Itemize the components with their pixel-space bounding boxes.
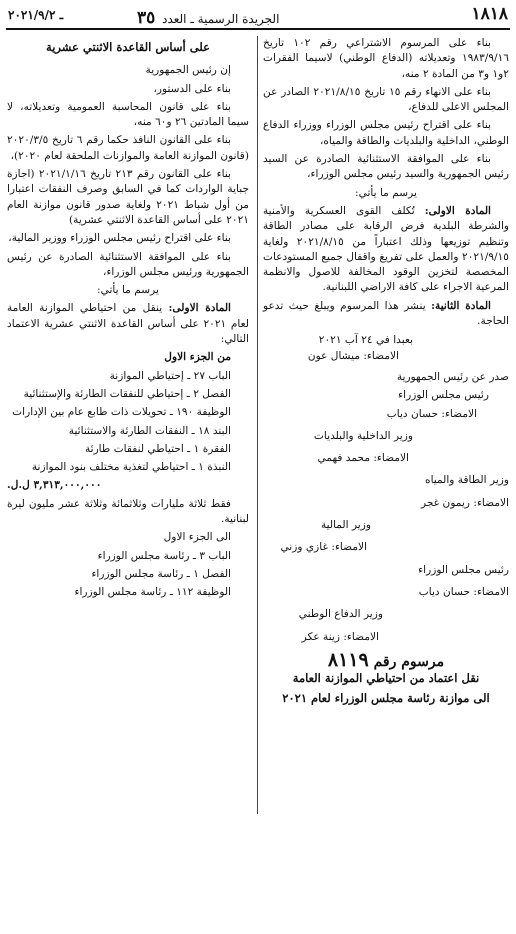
left-article-1-label: المادة الاولى: [168, 302, 231, 315]
pm-title: رئيس مجلس الوزراء [398, 389, 489, 402]
decree-number: ٨١١٩ [327, 648, 369, 671]
defense-signature: الامضاء: زينة عكر [301, 630, 379, 643]
left-decrees-line: يرسم ما يأتي: [97, 284, 159, 297]
preamble-4: بناء على الموافقة الاستثنائية الصادرة عن السيد رئيس الجمهورية والسيد رئيس مجلس الوزراء، [263, 153, 509, 181]
left-preamble-6: بناء على الموافقة الاستثنائية الصادرة عن رئيس الجمهورية ورئيس مجلس الوزراء، [7, 250, 249, 278]
gazette-title [134, 8, 279, 28]
gazette-name: الجريدة الرسمية ـ العدد [162, 12, 280, 26]
article-2 [263, 299, 509, 330]
left-preamble-5: بناء على اقتراح رئيس مجلس الوزراء ووزير المالية، [8, 232, 231, 245]
page-header [6, 6, 510, 30]
article-2-label: المادة الثانية: [431, 299, 491, 312]
from-part: من الجزء الاول [164, 351, 231, 364]
from-item: البند ١٨ ـ النفقات الطارئة والاستثنائية [68, 424, 231, 437]
from-paragraph: الفقرة ١ ـ احتياطي لنفقات طارئة [84, 442, 231, 455]
decree-subject-1: نقل اعتماد من احتياطي الموازنة العامة [292, 671, 480, 686]
right-column [263, 36, 509, 928]
defense-title: وزير الدفاع الوطني [298, 608, 383, 621]
issue-date: ـ ٢٠٢١/٩/٢ [8, 8, 64, 22]
from-section: الفصل ٢ ـ إحتياطي للنفقات الطارئة والإستثنائية [23, 387, 231, 400]
section-heading: على أساس القاعدة الاثنتي عشرية [46, 40, 210, 54]
left-preamble-4: بناء على القانون رقم ٢١٣ تاريخ ٢٠٢١/١/١٦ (اجازة جباية الواردات كما في السابق وصرف النفقات اعتبارا من أول شباط ٢٠٢١ ولغاية صدور قانون موازنة العام ٢٠٢١ على أساس القاعدة الاثنتي عشرية) [7, 168, 249, 226]
column-divider [257, 36, 258, 814]
interior-signature: الامضاء: محمد فهمي [317, 452, 409, 465]
pm-signature: الامضاء: حسان دياب [386, 407, 477, 420]
preamble-3: بناء على اقتراح رئيس مجلس الوزراء ووزراء الدفاع الوطني، الداخلية والبلديات والطاقة والمياه، [263, 119, 509, 147]
to-function: الوظيفة ١١٢ ـ رئاسة مجلس الوزراء [74, 586, 231, 599]
finance-signature: الامضاء: غازي وزني [280, 541, 367, 554]
finance-title: وزير المالية [320, 519, 371, 532]
from-subitem: النبذة ١ ـ احتياطي لتغذية مختلف بنود الموازنة [31, 461, 231, 474]
article-1-label: المادة الاولى: [424, 204, 491, 217]
issue-number: ٣٥ [137, 8, 156, 28]
president-signature: الامضاء: ميشال عون [307, 349, 399, 362]
to-part: الى الجزء الاول [163, 531, 231, 544]
decrees-line: يرسم ما يأتي: [355, 186, 417, 199]
preamble-1: بناء على المرسوم الاشتراعي رقم ١٠٢ تاريخ ١٩٨٣/٩/١٦ وتعديلاته (الدفاع الوطني) لاسيما الفقرات ٢و١ و٣ من المادة ٢ منه، [263, 37, 509, 80]
left-preamble-1: بناء على الدستور، [153, 82, 231, 95]
article-2-text: ينشر هذا المرسوم ويبلغ حيث تدعو الحاجة. [263, 299, 509, 328]
signatures-block [263, 333, 509, 644]
decree-label: مرسوم رقم [373, 653, 445, 670]
decree-subject-2: الى موازنة رئاسة مجلس الوزراء لعام ٢٠٢١ [282, 691, 490, 706]
amount-in-words: فقط ثلاثة مليارات وثلاثمائة وثلاثة عشر مليون ليرة لبنانية. [7, 497, 249, 526]
pm2-signature: الامضاء: حسان دياب [418, 585, 509, 598]
energy-signature: الامضاء: ريمون غجر [420, 496, 509, 509]
article-1 [263, 204, 509, 296]
left-article-1-text: ينقل من احتياطي الموازنة العامة لعام ٢٠٢١ على أساس القاعدة الاثنتي عشرية الاعتماد التالي: [7, 302, 249, 346]
issued-by: صدر عن رئيس الجمهورية [396, 370, 509, 383]
left-column [7, 36, 249, 928]
article-1-text: تُكلف القوى العسكرية والأمنية والشرطة البلدية فرض الرقابة على مصادر الطاقة وتنظيم توزيعها وذلك اعتباراً من ٢٠٢١/٨/١٥ ولغاية ٢٠٢١/٩/١٥ والعمل على تفريغ واقفال جميع المستودعات المخصصة لتخزين الوقود المخالفة للاصول والانظمة المرعية الاجراء على كافة الاراضي اللبنانية. [263, 204, 509, 294]
from-chapter: الباب ٢٧ ـ إحتياطي الموازنة [109, 369, 231, 382]
interior-title: وزير الداخلية والبلديات [313, 429, 413, 442]
decree-heading [263, 648, 509, 671]
transfer-amount: ٣,٣١٣,٠٠٠,٠٠٠ ل.ل. [7, 479, 102, 492]
from-function: الوظيفة ١٩٠ ـ تحويلات ذات طابع عام بين الإدارات [12, 406, 231, 419]
pm2-title: رئيس مجلس الوزراء [418, 563, 509, 576]
preamble-2: بناء على الانهاء رقم ١٥ تاريخ ٢٠٢١/٨/١٥ الصادر عن المجلس الاعلى للدفاع، [263, 85, 509, 114]
left-article-1 [7, 301, 249, 347]
president-line: إن رئيس الجمهورية [145, 64, 231, 77]
left-preamble-2: بناء على قانون المحاسبة العمومية وتعديلاته، لا سيما المادتين ٢٦ و٦٠ منه، [7, 100, 249, 129]
signing-date: بعبدا في ٢٤ آب ٢٠٢١ [318, 334, 413, 347]
left-preamble-3: بناء على القانون النافذ حكما رقم ٦ تاريخ ٢٠٢٠/٣/٥ (قانون الموازنة العامة والموازنات الملحقة لعام ٢٠٢٠)، [7, 134, 249, 162]
to-section: الفصل ١ ـ رئاسة مجلس الوزراء [91, 567, 231, 580]
page-number: ١٨١٨ [471, 4, 508, 24]
to-chapter: الباب ٣ ـ رئاسة مجلس الوزراء [97, 549, 231, 562]
energy-title: وزير الطاقة والمياه [425, 474, 509, 487]
